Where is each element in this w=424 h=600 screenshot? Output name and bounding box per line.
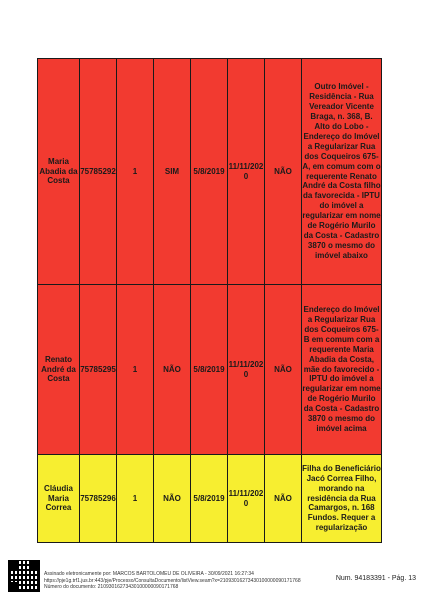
table-row [38, 455, 382, 543]
date-start: 5/8/2019 [191, 285, 228, 455]
table-row [38, 59, 382, 285]
date-end: 11/11/2020 [228, 285, 265, 455]
beneficiary-name: Renato André da Costa [38, 285, 80, 455]
description: Outro Imóvel - Residência - Rua Vereador Vicente Braga, n. 368, B. Alto do Lobo - Endereço do Imóvel a Regularizar Rua dos Coqueiros 675-A, em comum com o requerente Renato André da Costa filho da favorecida - IPTU do imóvel a regularizar em nome de Rogério Murilo da Costa - Cadastro 3870 o mesmo do imóvel abaixo [302, 59, 382, 285]
quantity: 1 [117, 455, 154, 543]
beneficiary-name: Cláudia Maria Correa [38, 455, 80, 543]
signature-line: Assinado eletronicamente por: MARCOS BARTOLOMEU DE OLIVEIRA - 30/09/2021 16:27:34 [44, 571, 254, 577]
document-number: Número do documento: 21093016273430100000090171768 [44, 584, 179, 591]
description: Filha do Beneficiário Jacó Correa Filho, morando na residência da Rua Camargos, n. 168 Fundos. Requer a regularização [302, 455, 382, 543]
signature-block [44, 571, 344, 591]
answer: NÃO [154, 285, 191, 455]
registry-code: 75785292 [80, 59, 117, 285]
quantity: 1 [117, 59, 154, 285]
answer: NÃO [154, 455, 191, 543]
date-end: 11/11/2020 [228, 59, 265, 285]
date-start: 5/8/2019 [191, 455, 228, 543]
qr-code-icon [8, 560, 40, 592]
registry-code: 75785295 [80, 285, 117, 455]
date-end: 11/11/2020 [228, 455, 265, 543]
data-table [37, 58, 382, 543]
date-start: 5/8/2019 [191, 59, 228, 285]
registry-code: 75785296 [80, 455, 117, 543]
status: NÃO [265, 455, 302, 543]
answer: SIM [154, 59, 191, 285]
description: Endereço do Imóvel a Regularizar Rua dos Coqueiros 675-B em comum com a requerente Maria Abadia da Costa, mãe do favorecido - IPTU do imóvel a regularizar em nome de Rogério Murilo da Costa - Cadastro 3870 o mesmo do imóvel acima [302, 285, 382, 455]
verification-link[interactable]: https://pje1g.trf1.jus.br:443/pje/Processo/ConsultaDocumento/listView.seam?x=21093016273430100000090171768 [44, 577, 301, 584]
quantity: 1 [117, 285, 154, 455]
status: NÃO [265, 285, 302, 455]
page-number: Num. 94183391 - Pág. 13 [335, 575, 416, 582]
table-row [38, 285, 382, 455]
status: NÃO [265, 59, 302, 285]
beneficiary-name: Maria Abadia da Costa [38, 59, 80, 285]
